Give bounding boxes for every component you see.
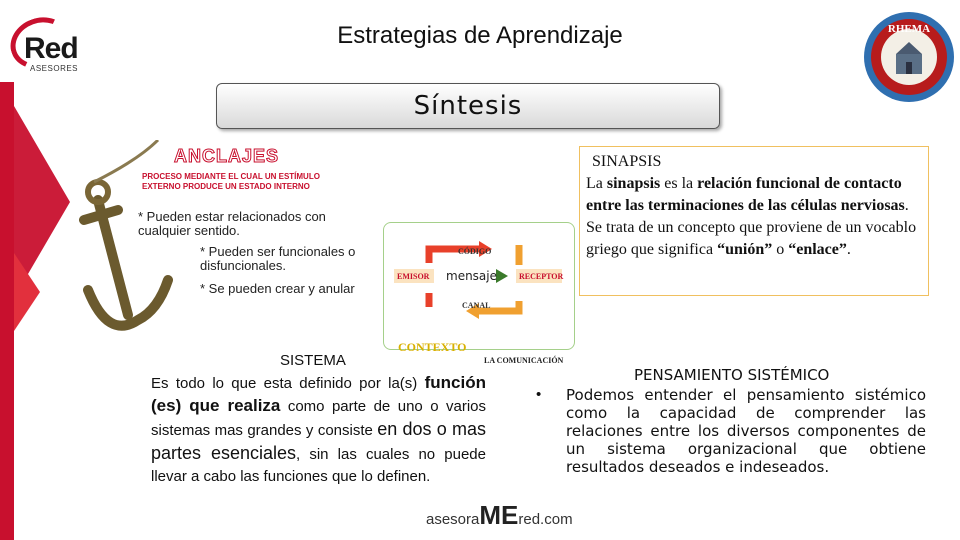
anclajes-title: ANCLAJES: [174, 146, 280, 166]
slide-title: Estrategias de Aprendizaje: [337, 22, 623, 49]
sistema-body: [151, 372, 486, 488]
anclajes-bullet-2-line1: * Pueden ser funcionales o: [200, 244, 356, 259]
pensamiento-title: PENSAMIENTO SISTÉMICO: [634, 366, 830, 384]
sinapsis-text: La: [586, 175, 607, 192]
footer-brand-pre: asesora: [426, 511, 480, 528]
sinapsis-heading: SINAPSIS: [592, 153, 662, 170]
sistema-text: Es todo lo que esta definido por la(s): [151, 375, 425, 392]
accent-stripe: [0, 82, 14, 540]
receptor-label: RECEPTOR: [519, 272, 564, 281]
sistema-title: SISTEMA: [280, 352, 346, 369]
anclajes-bullet-1-line1: * Pueden estar relacionados con: [138, 209, 326, 224]
sinapsis-text: . Se trata de un concepto que proviene de un vocablo griego que significa: [586, 197, 917, 258]
pensamiento-body: Podemos entender el pensamiento sistémico como la capacidad de comprender las relaciones entre los diversos componentes de un sistema organizacional que obtiene resultados deseados e indeseados.: [566, 386, 926, 476]
footer-brand-me: ME: [479, 500, 519, 530]
sistema-text: como parte de uno o varios sistemas mas grandes y consiste: [151, 398, 486, 439]
anclajes-image: [78, 140, 378, 340]
anclajes-bullet-1-line2: cualquier sentido.: [138, 223, 240, 238]
left-accent-band: [0, 82, 78, 540]
canal-label: CANAL: [462, 301, 491, 310]
sistema-text: , sin las cuales no puede llevar a cabo las funciones que lo definen.: [151, 446, 486, 485]
sinapsis-box: [579, 146, 929, 296]
anclajes-bullet-1: [138, 210, 326, 238]
sinapsis-definition: relación funcional de contacto entre las terminaciones de las células nerviosas: [586, 175, 905, 214]
sinapsis-term: sinapsis: [606, 175, 661, 192]
mensaje-label: mensaje: [446, 269, 497, 283]
anclajes-bullet-2-line2: disfuncionales.: [200, 258, 286, 273]
anclajes-subtitle-line1: PROCESO MEDIANTE EL CUAL UN ESTÍMULO: [142, 172, 320, 181]
codigo-label: CÓDIGO: [458, 247, 492, 256]
contexto-label: CONTEXTO: [398, 340, 467, 354]
seal-text: RHEMA: [887, 23, 931, 35]
anclajes-bullet-3: * Se pueden crear y anular: [200, 281, 355, 296]
logo-subtitle: ASESORES: [30, 64, 79, 73]
sistema-emphasis-funcion: función (es) que realiza: [151, 373, 486, 415]
anclajes-subtitle-line2: EXTERNO PRODUCE UN ESTADO INTERNO: [142, 182, 310, 191]
sinapsis-enlace: “enlace”: [788, 241, 847, 258]
bullet-icon: •: [536, 386, 542, 403]
anclajes-bullet-2: [200, 245, 355, 273]
sinapsis-text: o: [772, 241, 789, 258]
emisor-label: EMISOR: [397, 272, 430, 281]
anclajes-subtitle: [142, 172, 320, 192]
sinapsis-text: .: [846, 241, 851, 258]
anchor-icon: [78, 140, 378, 340]
cycle-arrows-icon: [384, 223, 574, 349]
sinapsis-union: “unión”: [717, 241, 773, 258]
footer-brand: [426, 500, 573, 530]
sintesis-banner: Síntesis: [216, 83, 720, 129]
footer-brand-post: red.com: [518, 511, 573, 528]
la-comunicacion-caption: LA COMUNICACIÓN: [484, 356, 564, 365]
communication-diagram: [383, 222, 575, 350]
logo-name: Red: [24, 32, 78, 65]
rhema-seal-icon: [862, 10, 956, 104]
sinapsis-text: es la: [660, 175, 698, 192]
sistema-emphasis-partes: en dos o mas partes esenciales: [151, 419, 487, 463]
